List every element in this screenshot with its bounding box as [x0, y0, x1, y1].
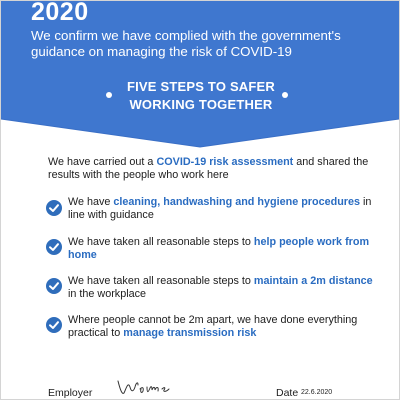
intro-text-end: and shared the results with the people who work here — [48, 156, 369, 181]
step-highlight: cleaning, handwashing and hygiene procedures — [113, 196, 361, 208]
steps-title — [101, 78, 301, 114]
step-highlight: maintain a 2m distance — [253, 275, 373, 287]
signature-mark — [116, 375, 176, 399]
check-circle-icon — [45, 316, 63, 334]
compliance-statement: We confirm we have complied with the government's guidance on managing the risk of COVID-19 — [31, 28, 341, 59]
bullet-dot-right — [282, 92, 288, 98]
intro-highlight: COVID-19 risk assessment — [156, 156, 294, 168]
year-heading: 2020 — [31, 0, 89, 26]
step-item-4 — [68, 314, 373, 340]
check-circle-icon — [45, 238, 63, 256]
date-label: Date — [276, 387, 299, 399]
date-value: 22.6.2020 — [301, 389, 333, 396]
signature-row — [1, 371, 399, 400]
risk-assessment-statement — [48, 156, 378, 182]
step-text: We have taken all reasonable steps to — [68, 236, 254, 248]
step-text: We have taken all reasonable steps to — [68, 275, 254, 287]
employer-label: Employer — [48, 387, 93, 399]
step-highlight: manage transmission risk — [123, 327, 257, 339]
step-text: We have — [68, 196, 114, 208]
check-circle-icon — [45, 199, 63, 217]
check-circle-icon — [45, 277, 63, 295]
intro-text: We have carried out a — [48, 156, 157, 168]
step-text-end: in line with guidance — [68, 196, 372, 221]
step-item-2 — [68, 236, 373, 262]
step-item-1 — [68, 196, 373, 222]
step-text: Where people cannot be 2m apart, we have done everything practical to — [68, 314, 358, 339]
steps-title-line-2: WORKING TOGETHER — [129, 97, 273, 112]
step-highlight: help people work from home — [68, 236, 370, 261]
step-item-3 — [68, 275, 373, 301]
step-text-end: in the workplace — [68, 288, 147, 300]
steps-title-line-1: FIVE STEPS TO SAFER — [126, 79, 276, 94]
